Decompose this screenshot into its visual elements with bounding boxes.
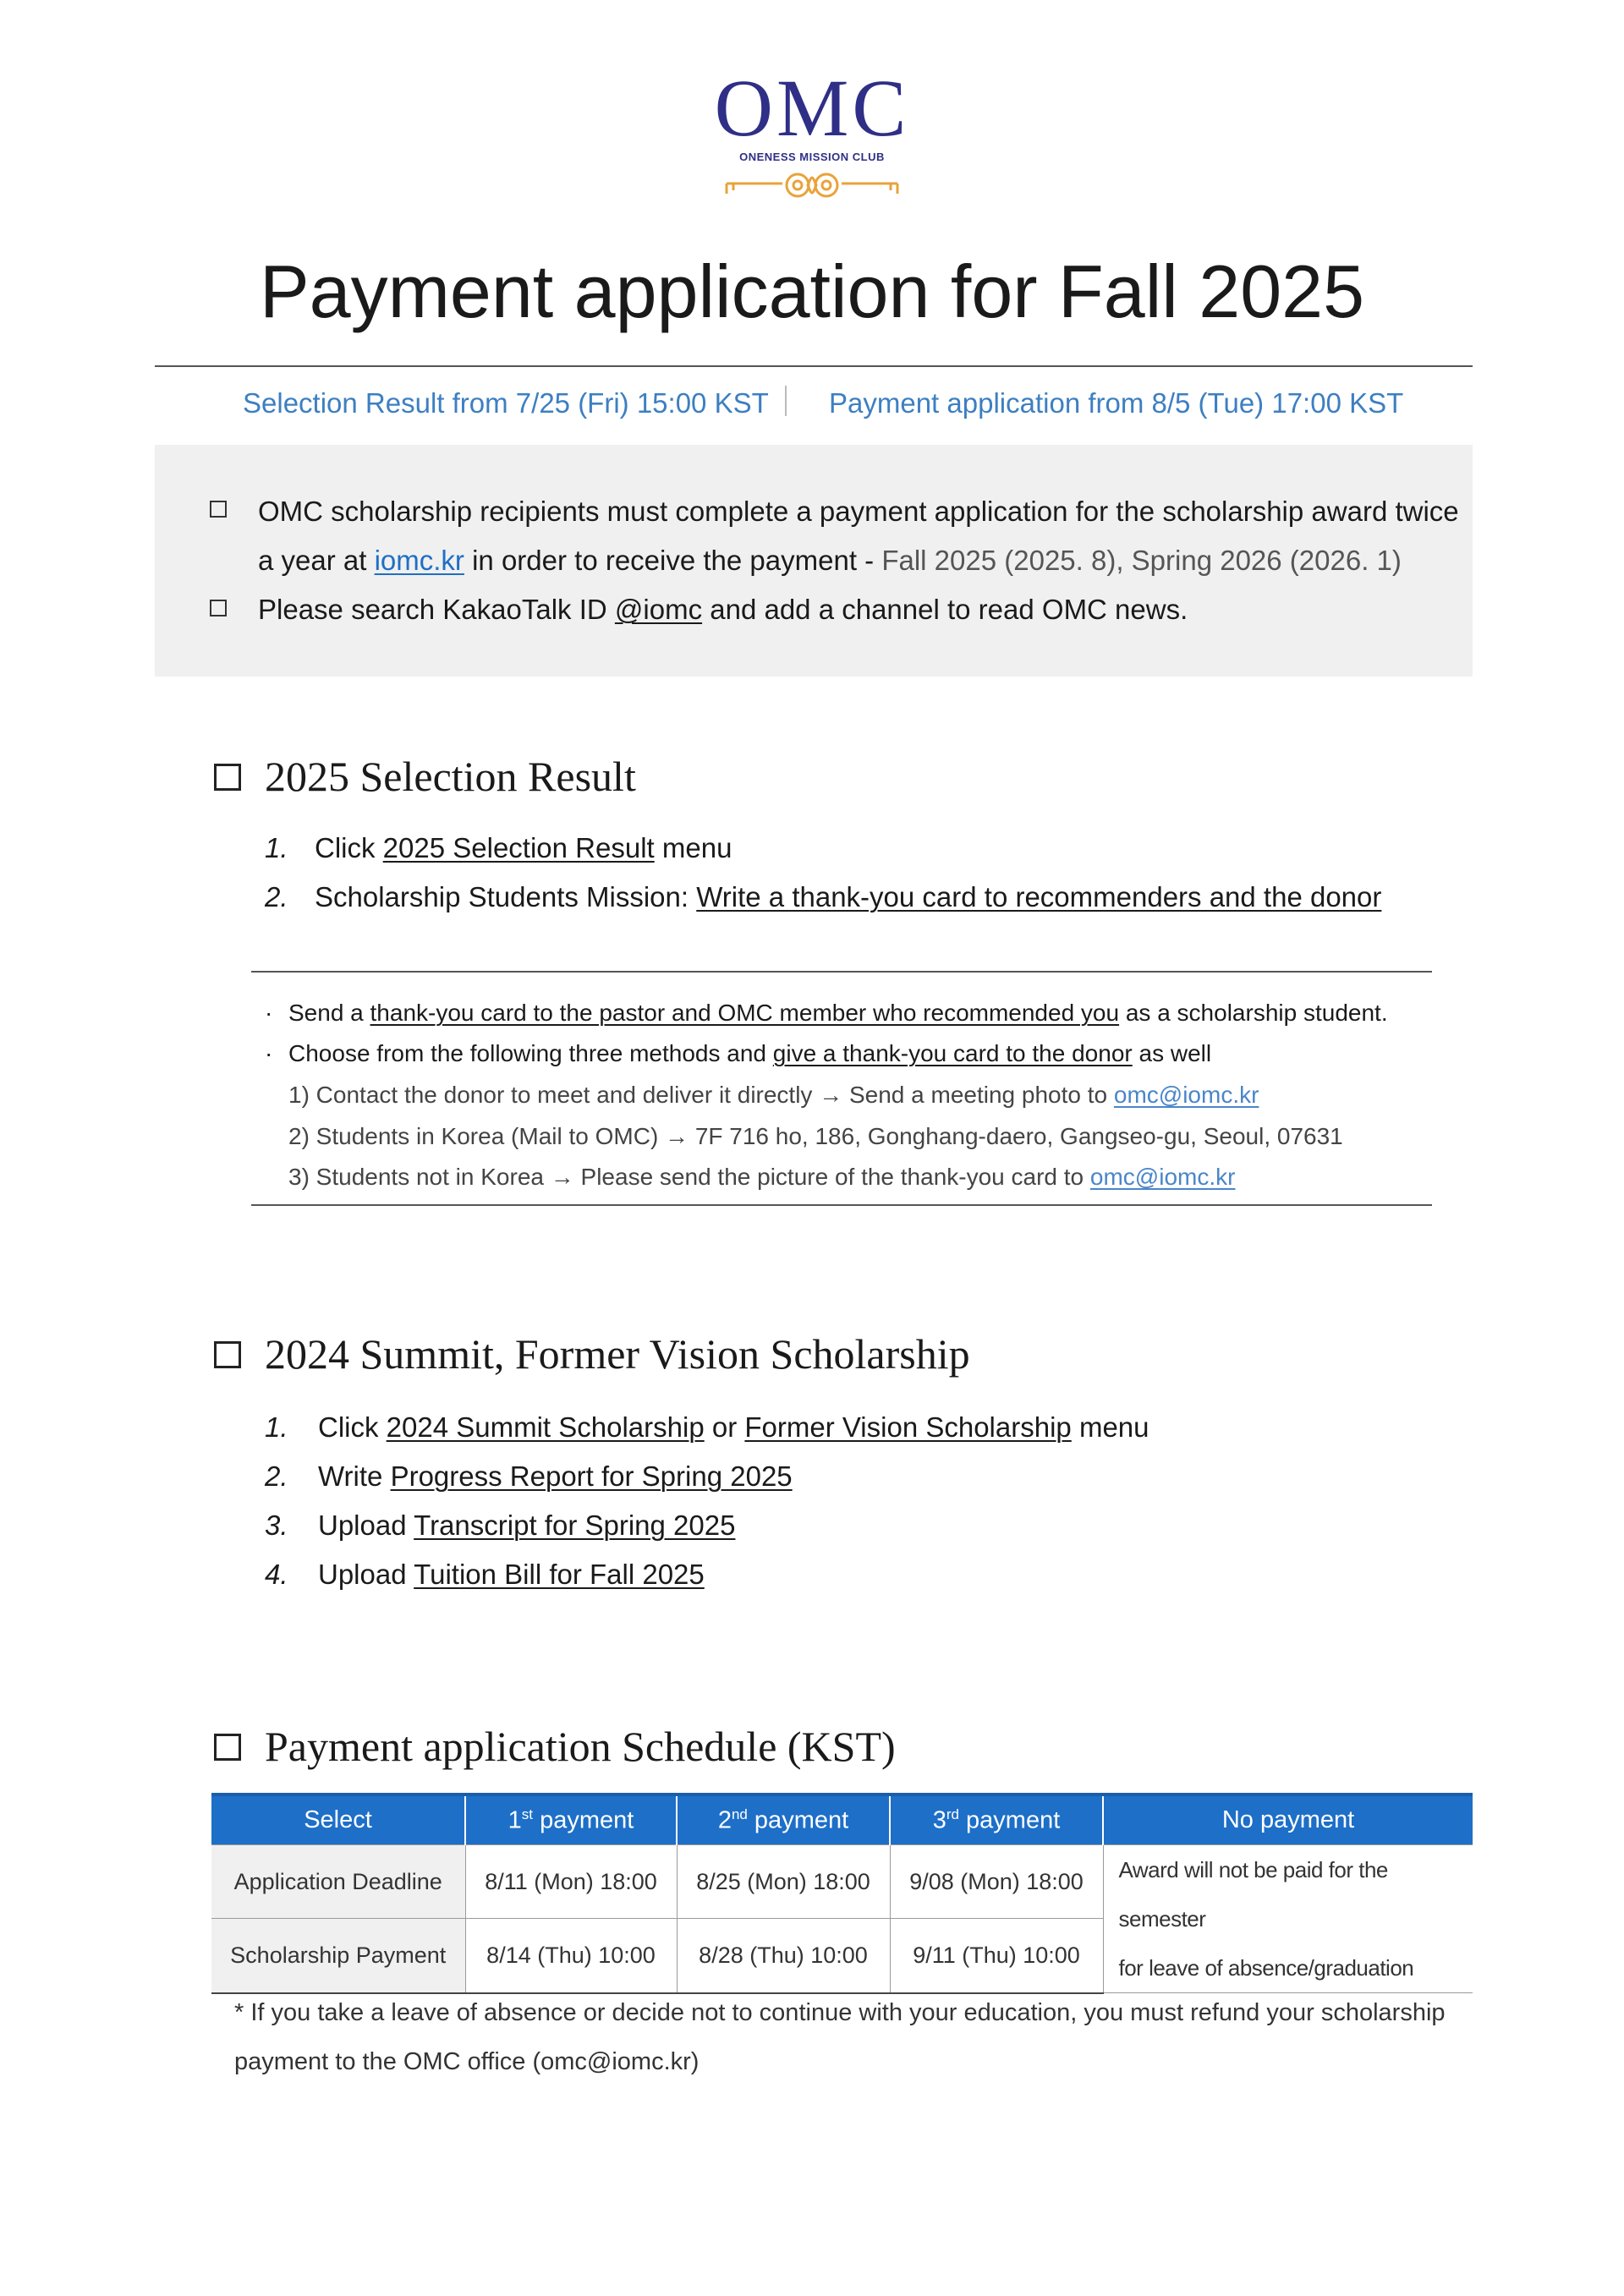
cell-no-payment-note [1103,1845,1473,1993]
list-item [318,1460,793,1493]
row-label-deadline: Application Deadline [211,1845,465,1919]
list-number: 3. [265,1510,288,1541]
dates-separator [785,386,787,416]
note-line: Award will not be paid for the semester [1118,1857,1388,1932]
notice-text: and add a channel to read OMC news. [702,594,1188,625]
list-text: Upload [318,1559,414,1590]
header-num: 3 [932,1806,946,1834]
kakaotalk-id: @iomc [614,594,703,625]
header-sup: rd [946,1806,959,1822]
section-title-payment-schedule: Payment application Schedule (KST) [265,1723,896,1770]
checkbox-icon [210,501,227,518]
section-checkbox-icon [214,764,241,791]
bullet-dot-icon: · [265,1040,273,1066]
list-item [318,1558,705,1592]
selection-result-date: Selection Result from 7/25 (Fri) 15:00 KST [243,387,769,419]
list-number: 2. [265,881,288,912]
cell-payment-3: 9/11 (Thu) 10:00 [890,1919,1103,1993]
logo-wordmark: OMC [714,63,910,153]
bullet-text: as a scholarship student. [1119,1000,1388,1026]
notice-item-2 [258,593,1188,627]
header-num: 2 [717,1806,732,1834]
method-3 [288,1162,1235,1192]
section-title-selection-result: 2025 Selection Result [265,753,636,800]
cell-deadline-2: 8/25 (Mon) 18:00 [677,1845,890,1919]
section-checkbox-icon [214,1341,241,1368]
bullet-item [265,998,1388,1028]
list-item [318,1509,735,1543]
list-number: 4. [265,1559,288,1590]
table-row [211,1845,1473,1919]
list-number: 1. [265,1411,288,1443]
cell-payment-1: 8/14 (Thu) 10:00 [465,1919,677,1993]
selection-result-menu-link[interactable]: 2025 Selection Result [382,832,655,863]
list-text: Scholarship Students Mission: [315,881,697,912]
list-item [265,1411,288,1444]
bullet-text: Send a [288,1000,370,1026]
logo-subtitle: ONENESS MISSION CLUB [739,151,885,163]
notice-text: in order to receive the payment - [464,545,882,576]
header-sup: nd [731,1806,748,1822]
checkbox-icon [210,600,227,616]
header-label: payment [747,1806,849,1834]
omc-logo [694,63,930,203]
header-3rd-payment [890,1795,1103,1845]
key-ornament-icon [723,168,901,205]
box-bottom-rule [251,1204,1432,1206]
header-select: Select [211,1795,465,1845]
list-item [265,1460,288,1493]
list-item [265,831,288,865]
email-link[interactable]: omc@iomc.kr [1113,1082,1259,1108]
list-item [265,880,288,914]
tuition-bill-text: Tuition Bill for Fall 2025 [414,1559,705,1590]
bullet-text: as well [1132,1040,1212,1066]
list-text: menu [654,832,732,863]
footnote-line2: payment to the OMC office (omc@iomc.kr) [234,2048,700,2075]
header-label: payment [533,1806,634,1834]
bullet-underlined-text: give a thank-you card to the donor [772,1040,1133,1066]
progress-report-text: Progress Report for Spring 2025 [390,1460,793,1492]
list-text: Upload [318,1510,414,1541]
header-sup: st [521,1806,534,1822]
section-title-summit-scholarship: 2024 Summit, Former Vision Scholarship [265,1330,970,1378]
list-number: 2. [265,1460,288,1492]
list-text: Click [318,1411,387,1443]
list-item [265,1509,288,1543]
list-text: Write [318,1460,391,1492]
semester-dates: Fall 2025 (2025. 8), Spring 2026 (2026. 1) [881,545,1402,576]
list-text: Click [315,832,383,863]
payment-application-date: Payment application from 8/5 (Tue) 17:00 KST [829,387,1404,419]
list-item [265,1558,288,1592]
list-number: 1. [265,832,288,863]
header-label: payment [958,1806,1061,1834]
row-label-payment: Scholarship Payment [211,1919,465,1993]
method-1 [288,1080,1259,1110]
list-text: menu [1071,1411,1149,1443]
bullet-dot-icon: · [265,1000,273,1026]
header-2nd-payment [677,1795,890,1845]
title-divider [155,365,1473,367]
method-text: 3) Students not in Korea → Please send the picture of the thank-you card to [288,1164,1090,1190]
list-text: or [704,1411,745,1443]
method-text: 1) Contact the donor to meet and deliver it directly → Send a meeting photo to [288,1082,1114,1108]
footnote-line1: * If you take a leave of absence or decide not to continue with your education, you must refund your scholarship [234,1999,1446,2026]
payment-schedule-table [211,1793,1473,1994]
former-vision-menu-link[interactable]: Former Vision Scholarship [744,1411,1072,1443]
note-line: for leave of absence/graduation [1118,1955,1414,1981]
header-1st-payment [465,1795,677,1845]
cell-deadline-1: 8/11 (Mon) 18:00 [465,1845,677,1919]
box-top-rule [251,971,1432,973]
method-2 [288,1121,1343,1152]
transcript-text: Transcript for Spring 2025 [414,1510,736,1541]
notice-text: Please search KakaoTalk ID [258,594,615,625]
bullet-text: Choose from the following three methods and [288,1040,773,1066]
notice-item-1-line1: OMC scholarship recipients must complete a payment application for the scholarship award twice [258,496,1459,527]
section-checkbox-icon [214,1734,241,1761]
notice-item-1-line2 [258,544,1402,578]
bullet-item [265,1038,1211,1069]
bullet-underlined-text: thank-you card to the pastor and OMC member who recommended you [370,1000,1120,1026]
thank-you-card-mission: Write a thank-you card to recommenders and the donor [696,881,1382,912]
summit-scholarship-menu-link[interactable]: 2024 Summit Scholarship [386,1411,705,1443]
iomc-link[interactable]: iomc.kr [374,545,464,576]
method-text: 2) Students in Korea (Mail to OMC) → 7F 716 ho, 186, Gonghang-daero, Gangseo-gu, Seoul, 07631 [288,1123,1343,1149]
notice-text: a year at [258,545,375,576]
list-item [318,1411,1149,1444]
header-num: 1 [508,1806,522,1834]
cell-deadline-3: 9/08 (Mon) 18:00 [890,1845,1103,1919]
header-no-payment: No payment [1103,1795,1473,1845]
list-item [315,880,1381,914]
email-link[interactable]: omc@iomc.kr [1089,1164,1236,1190]
cell-payment-2: 8/28 (Thu) 10:00 [677,1919,890,1993]
list-item [315,831,732,865]
page-title: Payment application for Fall 2025 [259,249,1365,333]
table-header-row [211,1795,1473,1845]
